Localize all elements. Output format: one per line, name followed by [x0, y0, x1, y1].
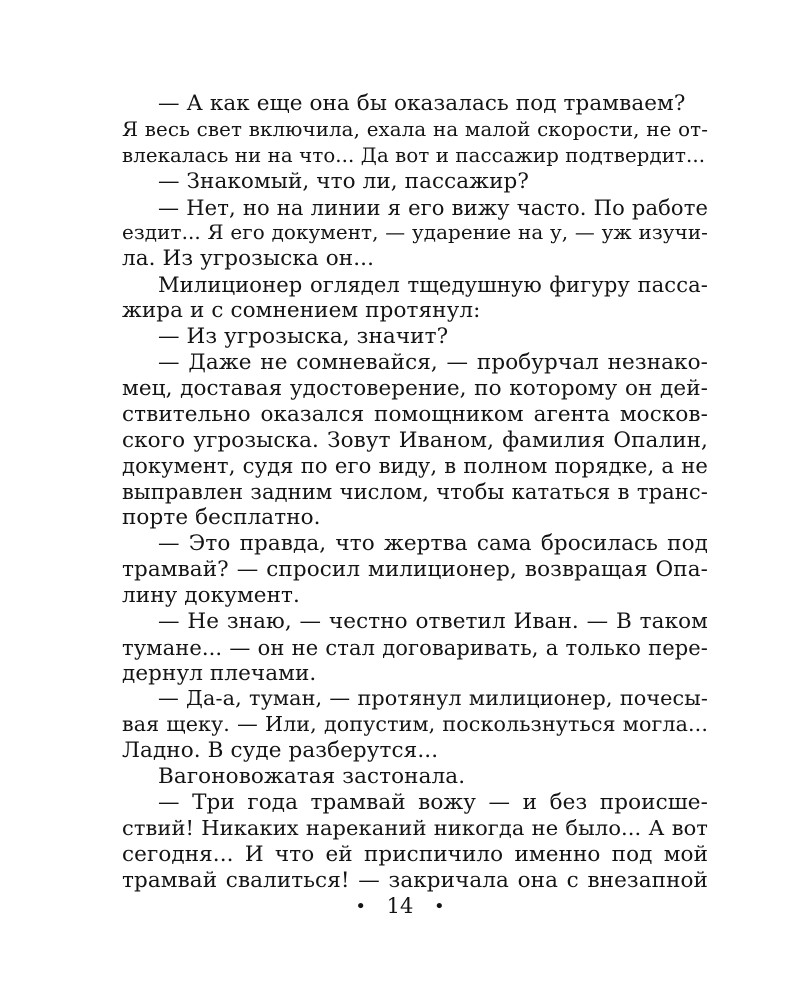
text-line: Вагоновожатая застонала.: [158, 764, 466, 790]
text-line: Я весь свет включила, ехала на малой скорости, не от-: [122, 117, 708, 141]
text-line: — Знакомый, что ли, пассажир?: [158, 168, 529, 194]
text-line: тумане... — он не стал договаривать, а только пере-: [122, 634, 708, 660]
text-line: вая щеку. — Или, допустим, поскользнуться могла...: [122, 712, 708, 737]
text-line: Ладно. В суде разберутся...: [122, 738, 439, 764]
text-line: — Да-а, туман, — протянул милиционер, почесы-: [158, 686, 708, 711]
text-line: ского угрозыска. Зовут Иваном, фамилия Опалин,: [122, 427, 708, 453]
text-line: лину документ.: [122, 582, 300, 608]
text-line: трамвай? — спросил милиционер, возвращая Опа-: [122, 557, 708, 583]
text-line: порте бесплатно.: [122, 505, 321, 531]
text-line: — Нет, но на линии я его вижу часто. По работе: [158, 194, 708, 220]
text-line: сегодня... И что ей приспичило именно под мой: [122, 841, 708, 867]
text-line: ствий! Никаких нареканий никогда не было... А вот: [122, 815, 708, 840]
text-line: — А как еще она бы оказалась под трамваем?: [158, 91, 686, 116]
text-line: — Даже не сомневайся, — пробурчал незнако-: [158, 349, 708, 375]
text-line: — Из угрозыска, значит?: [158, 324, 449, 350]
text-line: ла. Из угрозыска он...: [122, 246, 375, 272]
page-number: 14: [386, 894, 414, 918]
page-footer: [0, 894, 800, 918]
text-line: влекалась ни на что... Да вот и пассажир подтвердит...: [122, 143, 706, 167]
text-line: Милиционер оглядел тщедушную фигуру пасса-: [158, 272, 708, 298]
text-line: дернул плечами.: [122, 660, 317, 686]
bullet-right: •: [434, 896, 445, 917]
text-line: жира и с сомнением протянул:: [122, 298, 481, 324]
text-line: трамвай свалиться! — закричала она с внезапной: [122, 867, 708, 893]
text-line: выправлен задним числом, чтобы кататься в транс-: [122, 479, 708, 505]
text-line: мец, доставая удостоверение, по которому он дей-: [122, 375, 708, 401]
text-line: — Это правда, что жертва сама бросилась под: [158, 531, 708, 557]
text-line: ездит... Я его документ, — ударение на у, — уж изучи-: [122, 221, 708, 245]
text-line: — Не знаю, — честно ответил Иван. — В таком: [158, 608, 708, 634]
text-line: документ, судя по его виду, в полном порядке, а не: [122, 453, 708, 479]
text-line: — Три года трамвай вожу — и без происше-: [158, 790, 708, 816]
text-line: ствительно оказался помощником агента москов-: [122, 401, 708, 427]
bullet-left: •: [355, 896, 366, 917]
page-text: [122, 91, 708, 894]
